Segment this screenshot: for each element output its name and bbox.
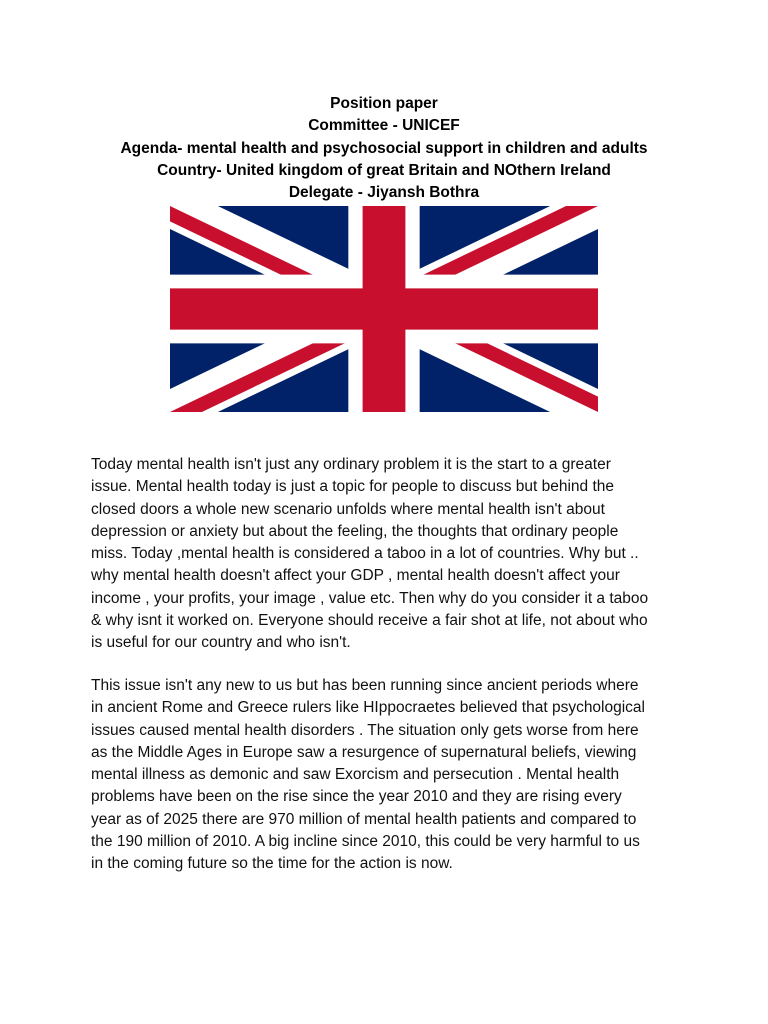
paragraph-line: mental illness as demonic and saw Exorcism and persecution . Mental health	[91, 766, 620, 784]
paragraph-line: why mental health doesn't affect your GDP , mental health doesn't affect your	[91, 567, 620, 585]
union-jack-flag-image	[170, 206, 598, 412]
paragraph-line: miss. Today ,mental health is considered a taboo in a lot of countries. Why but ..	[91, 545, 639, 563]
paragraph-line: Today mental health isn't just any ordinary problem it is the start to a greater	[91, 456, 611, 473]
paragraph-line: is useful for our country and who isn't.	[91, 634, 351, 652]
header-title: Position paper	[330, 95, 438, 112]
paragraph-line: This issue isn't any new to us but has been running since ancient periods where	[91, 677, 639, 694]
paragraph-intro	[91, 454, 691, 655]
paragraph-history	[91, 675, 691, 876]
paragraph-line: issues caused mental health disorders . The situation only gets worse from here	[91, 721, 639, 739]
paragraph-line: depression or anxiety but about the feeling, the thoughts that ordinary people	[91, 522, 619, 540]
document-header	[0, 93, 768, 204]
paragraph-line: problems have been on the rise since the year 2010 and they are rising every	[91, 788, 622, 806]
paragraph-line: as the Middle Ages in Europe saw a resurgence of supernatural beliefs, viewing	[91, 743, 637, 761]
header-country: Country- United kingdom of great Britain and NOthern Ireland	[157, 161, 611, 179]
paragraph-line: the 190 million of 2010. A big incline since 2010, this could be very harmful to us	[91, 833, 640, 851]
paragraph-line: closed doors a whole new scenario unfolds where mental health isn't about	[91, 500, 605, 518]
header-delegate: Delegate - Jiyansh Bothra	[288, 184, 480, 202]
header-agenda: Agenda- mental health and psychosocial support in children and adults	[120, 139, 648, 157]
paragraph-line: income , your profits, your image , value etc. Then why do you consider it a taboo	[91, 589, 649, 607]
paragraph-line: in ancient Rome and Greece rulers like HIppocraetes believed that psychological	[91, 699, 645, 717]
paragraph-line: & why isnt it worked on. Everyone should receive a fair shot at life, not about who	[91, 612, 648, 630]
paragraph-line: issue. Mental health today is just a topic for people to discuss but behind the	[91, 478, 615, 496]
paragraph-line: in the coming future so the time for the action is now.	[91, 855, 453, 873]
header-committee: Committee - UNICEF	[308, 117, 460, 135]
paragraph-line: year as of 2025 there are 970 million of mental health patients and compared to	[91, 810, 637, 828]
